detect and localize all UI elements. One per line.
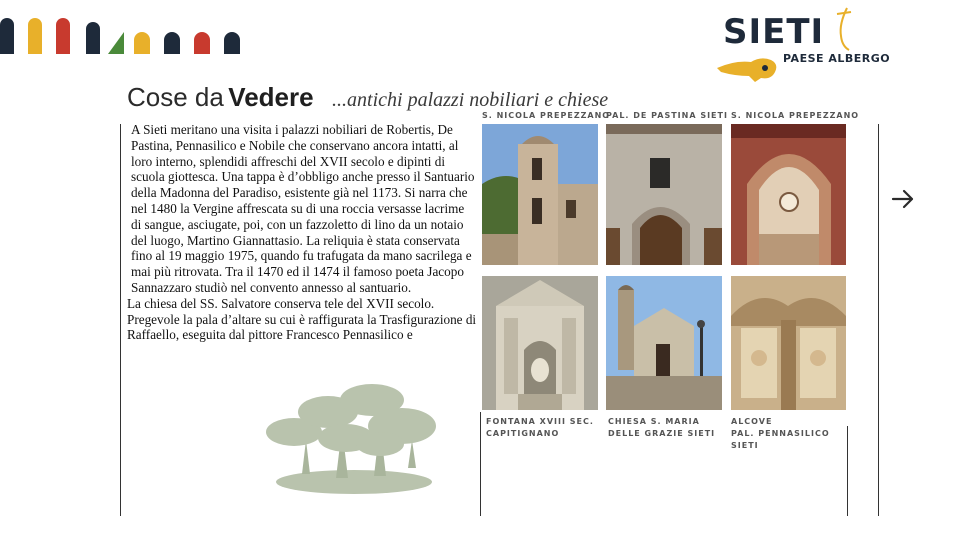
caption-bottom-3-line-1: ALCOVE bbox=[731, 417, 773, 426]
caption-top-3: S. NICOLA PREPEZZANO bbox=[731, 111, 860, 120]
caption-bottom-3-line-3: SIETI bbox=[731, 441, 759, 450]
arch-navy-3 bbox=[164, 32, 180, 54]
alcove-fresco-photo[interactable] bbox=[731, 276, 846, 410]
caption-bottom-2-line-2: DELLE GRAZIE SIETI bbox=[608, 429, 716, 438]
title-subtitle: ...antichi palazzi nobiliari e chiese bbox=[332, 89, 609, 111]
decorative-arches bbox=[0, 14, 250, 54]
caption-top-1: S. NICOLA PREPEZZANO bbox=[482, 111, 611, 120]
church-interior-photo[interactable] bbox=[731, 124, 846, 265]
caption-bottom-1 bbox=[486, 416, 594, 440]
palace-door-image bbox=[606, 124, 722, 265]
arch-ochre bbox=[28, 18, 42, 54]
description-text bbox=[127, 122, 477, 343]
paragraph-2: La chiesa del SS. Salvatore conserva tele del XVII secolo. Pregevole la pala d’altare su cui è raffigurata la Trasfigurazione di Raffaello, eseguita dal pittore Francesco Pennasilico e bbox=[127, 295, 477, 343]
title-bold: Vedere bbox=[228, 82, 314, 112]
right-rule bbox=[878, 124, 879, 516]
arch-navy-4 bbox=[224, 32, 240, 54]
caption-bottom-1-line-2: CAPITIGNANO bbox=[486, 429, 560, 438]
left-rule bbox=[120, 124, 121, 516]
caption-bottom-3 bbox=[731, 416, 830, 452]
arch-green-triangle bbox=[108, 32, 124, 54]
palace-door-photo[interactable] bbox=[606, 124, 722, 265]
fountain-image bbox=[482, 276, 598, 410]
logo-flourish bbox=[833, 6, 853, 52]
caption-top-2: PAL. DE PASTINA SIETI bbox=[606, 111, 728, 120]
sieti-logo bbox=[715, 12, 915, 84]
fountain-photo[interactable] bbox=[482, 276, 598, 410]
bell-tower-image bbox=[482, 124, 598, 265]
church-interior-image bbox=[731, 124, 846, 265]
arch-red bbox=[56, 18, 70, 54]
caption-bottom-3-line-2: PAL. PENNASILICO bbox=[731, 429, 830, 438]
logo-word: SIETI bbox=[723, 12, 825, 52]
bell-tower-photo[interactable] bbox=[482, 124, 598, 265]
caption-bottom-2-line-1: CHIESA S. MARIA bbox=[608, 417, 700, 426]
gallery-rule-right bbox=[847, 426, 848, 516]
arrow-right-icon[interactable] bbox=[890, 186, 916, 212]
church-facade-photo[interactable] bbox=[606, 276, 722, 410]
caption-bottom-1-line-1: FONTANA XVIII SEC. bbox=[486, 417, 594, 426]
logo-subtitle: PAESE ALBERGO bbox=[783, 52, 891, 65]
church-facade-image bbox=[606, 276, 722, 410]
arch-navy-2 bbox=[86, 22, 100, 54]
paragraph-1: A Sieti meritano una visita i palazzi nobiliari de Robertis, De Pastina, Pennasilico e Nobile che conservano ancora intatti, al loro interno, splendidi affreschi del XVII secolo e dipinti di scuola giottesca. Una tappa è d’obbligo anche presso il Santuario della Madonna del Paradiso, esistente già nel 1173. Si narra che nel 1480 la Vergine affrescata su di una roccia versasse lacrime di sangue, asciugate, poi, con un fazzoletto di lino da un notaio del luogo, Martino Giannattasio. La reliquia è stata conservata fino al 19 maggio 1975, quando fu trafugata da mano sacrilega e mai più ritrovata. Tra il 1470 ed il 1474 il famoso poeta Jacopo Sannazzaro studiò nel convento annesso al santuario. bbox=[131, 122, 475, 295]
page-title bbox=[127, 82, 608, 113]
title-prefix: Cose da bbox=[127, 82, 224, 112]
gallery-rule-left bbox=[480, 412, 481, 516]
arch-ochre-2 bbox=[134, 32, 150, 54]
trees-illustration bbox=[262, 378, 442, 496]
arch-red-2 bbox=[194, 32, 210, 54]
alcove-fresco-image bbox=[731, 276, 846, 410]
arch-navy bbox=[0, 18, 14, 54]
caption-bottom-2 bbox=[608, 416, 715, 440]
